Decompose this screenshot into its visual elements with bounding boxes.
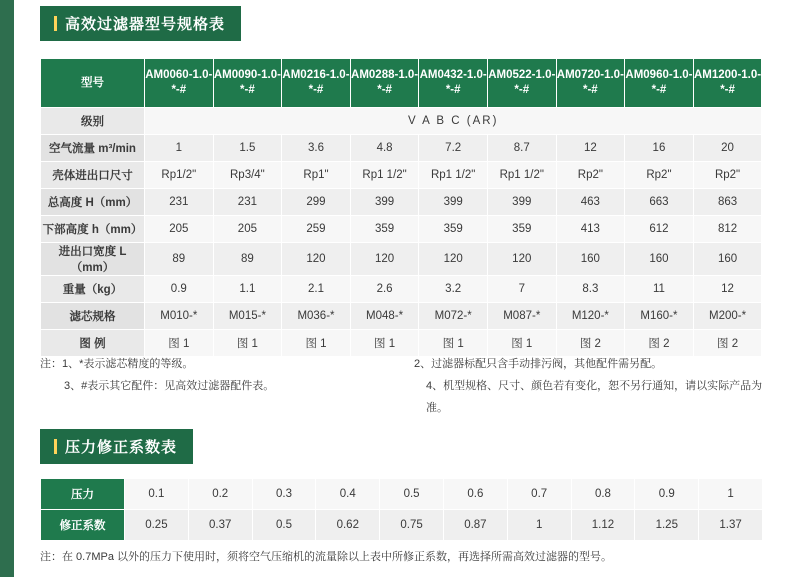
table-row (41, 162, 762, 189)
cell: M087-* (487, 303, 556, 330)
cell: 399 (487, 189, 556, 216)
note-3: 3、#表示其它配件：见高效过滤器配件表。 (64, 380, 275, 392)
cell: 1.37 (699, 510, 763, 541)
table-row (41, 276, 762, 303)
cell: 205 (145, 216, 214, 243)
table-row (41, 108, 762, 135)
row-label-lower-height: 下部高度 h（mm） (41, 216, 145, 243)
cell: 0.8 (571, 479, 635, 510)
cell: M072-* (419, 303, 488, 330)
row-label-grade: 级别 (41, 108, 145, 135)
cell: Rp1 1/2" (419, 162, 488, 189)
cell: 120 (419, 243, 488, 276)
cell: 0.5 (252, 510, 316, 541)
cell: 413 (556, 216, 625, 243)
cell: M160-* (625, 303, 694, 330)
table-row (41, 216, 762, 243)
cell: 图 2 (625, 330, 694, 357)
cell: 0.37 (188, 510, 252, 541)
cell: 0.25 (125, 510, 189, 541)
title-accent-bar (54, 16, 57, 31)
cell: 231 (145, 189, 214, 216)
cell: M120-* (556, 303, 625, 330)
cell: M200-* (693, 303, 762, 330)
spec-header-col-7: AM0720-1.0-*-# (556, 59, 625, 108)
row-label-correction-factor: 修正系数 (41, 510, 125, 541)
cell: 359 (350, 216, 419, 243)
cell: 0.6 (443, 479, 507, 510)
cell: 图 1 (145, 330, 214, 357)
cell: 160 (693, 243, 762, 276)
cell: 12 (556, 135, 625, 162)
pressure-footnote: 注：在 0.7MPa 以外的压力下使用时，须将空气压缩机的流量除以上表中所修正系数，再选择所需高效过滤器的型号。 (40, 551, 613, 563)
spec-header-col-3: AM0216-1.0-*-# (282, 59, 351, 108)
cell: M048-* (350, 303, 419, 330)
table-row (41, 479, 763, 510)
cell: Rp2" (693, 162, 762, 189)
cell: 1.5 (213, 135, 282, 162)
spec-table (40, 58, 762, 357)
cell: 0.87 (443, 510, 507, 541)
cell: 7 (487, 276, 556, 303)
row-label-port-size: 壳体进出口尺寸 (41, 162, 145, 189)
cell: 16 (625, 135, 694, 162)
table-row (41, 189, 762, 216)
pressure-correction-table (40, 478, 763, 541)
cell: 12 (693, 276, 762, 303)
cell: Rp1" (282, 162, 351, 189)
cell: 2.1 (282, 276, 351, 303)
cell: 812 (693, 216, 762, 243)
cell: 8.7 (487, 135, 556, 162)
row-label-figure: 图 例 (41, 330, 145, 357)
table-row (41, 303, 762, 330)
cell: Rp1 1/2" (487, 162, 556, 189)
cell: 0.75 (380, 510, 444, 541)
table-row (41, 243, 762, 276)
pressure-section-title (40, 429, 193, 464)
cell: 89 (213, 243, 282, 276)
cell: 2.6 (350, 276, 419, 303)
cell: 1.12 (571, 510, 635, 541)
note-1: 注：1、*表示滤芯精度的等级。 (40, 358, 194, 370)
spec-header-col-8: AM0960-1.0-*-# (625, 59, 694, 108)
cell: 359 (487, 216, 556, 243)
spec-section-title-wrapper (40, 6, 241, 41)
left-accent-bar (0, 0, 14, 577)
notes-row-1 (40, 353, 770, 375)
cell: 0.2 (188, 479, 252, 510)
cell: 89 (145, 243, 214, 276)
cell: 612 (625, 216, 694, 243)
pressure-section-title-text: 压力修正系数表 (65, 439, 178, 456)
cell: 205 (213, 216, 282, 243)
notes-row-2 (40, 375, 770, 419)
spec-header-col-5: AM0432-1.0-*-# (419, 59, 488, 108)
spec-header-col-6: AM0522-1.0-*-# (487, 59, 556, 108)
page-content (14, 0, 790, 577)
cell: Rp1/2" (145, 162, 214, 189)
cell: 3.2 (419, 276, 488, 303)
pressure-section-title-wrapper (40, 429, 193, 464)
cell: 1 (699, 479, 763, 510)
cell: 399 (419, 189, 488, 216)
spec-header-col-9: AM1200-1.0-*-# (693, 59, 762, 108)
cell: 863 (693, 189, 762, 216)
cell: 图 1 (419, 330, 488, 357)
cell: 120 (282, 243, 351, 276)
note-4: 4、机型规格、尺寸、颜色若有变化，恕不另行通知，请以实际产品为准。 (426, 380, 763, 414)
cell: Rp2" (625, 162, 694, 189)
note-2: 2、过滤器标配只含手动排污阀，其他配件需另配。 (414, 358, 663, 370)
cell: 359 (419, 216, 488, 243)
cell: 120 (350, 243, 419, 276)
cell: 160 (556, 243, 625, 276)
cell: 0.62 (316, 510, 380, 541)
spec-header-col-4: AM0288-1.0-*-# (350, 59, 419, 108)
row-value-grade: V A B C (AR) (145, 108, 762, 135)
cell: M010-* (145, 303, 214, 330)
spec-notes (40, 353, 770, 419)
row-label-total-height: 总高度 H（mm） (41, 189, 145, 216)
row-label-pressure: 压力 (41, 479, 125, 510)
row-label-element-spec: 滤芯规格 (41, 303, 145, 330)
table-row (41, 510, 763, 541)
spec-header-col-1: AM0060-1.0-*-# (145, 59, 214, 108)
cell: 7.2 (419, 135, 488, 162)
cell: 1.25 (635, 510, 699, 541)
cell: 1 (145, 135, 214, 162)
spec-section-title-text: 高效过滤器型号规格表 (65, 16, 226, 33)
cell: 120 (487, 243, 556, 276)
cell: 160 (625, 243, 694, 276)
cell: 图 1 (213, 330, 282, 357)
cell: 11 (625, 276, 694, 303)
title-accent-bar (54, 439, 57, 454)
spec-header-col-2: AM0090-1.0-*-# (213, 59, 282, 108)
cell: 0.9 (145, 276, 214, 303)
cell: 图 2 (556, 330, 625, 357)
cell: M015-* (213, 303, 282, 330)
cell: 399 (350, 189, 419, 216)
cell: 1 (507, 510, 571, 541)
cell: 3.6 (282, 135, 351, 162)
cell: 图 1 (282, 330, 351, 357)
cell: 299 (282, 189, 351, 216)
cell: Rp1 1/2" (350, 162, 419, 189)
cell: 1.1 (213, 276, 282, 303)
cell: 0.4 (316, 479, 380, 510)
cell: 0.7 (507, 479, 571, 510)
cell: 20 (693, 135, 762, 162)
spec-section-title (40, 6, 241, 41)
cell: 图 1 (350, 330, 419, 357)
cell: 8.3 (556, 276, 625, 303)
cell: 4.8 (350, 135, 419, 162)
cell: 0.9 (635, 479, 699, 510)
cell: Rp3/4" (213, 162, 282, 189)
table-row (41, 135, 762, 162)
cell: 663 (625, 189, 694, 216)
row-label-airflow: 空气流量 m³/min (41, 135, 145, 162)
cell: 图 2 (693, 330, 762, 357)
cell: 463 (556, 189, 625, 216)
row-label-port-width: 进出口宽度 L（mm） (41, 243, 145, 276)
row-label-weight: 重量（kg） (41, 276, 145, 303)
cell: 图 1 (487, 330, 556, 357)
spec-header-model: 型号 (41, 59, 145, 108)
cell: M036-* (282, 303, 351, 330)
cell: 0.5 (380, 479, 444, 510)
cell: 0.1 (125, 479, 189, 510)
cell: Rp2" (556, 162, 625, 189)
cell: 259 (282, 216, 351, 243)
cell: 231 (213, 189, 282, 216)
spec-table-header-row (41, 59, 762, 108)
cell: 0.3 (252, 479, 316, 510)
